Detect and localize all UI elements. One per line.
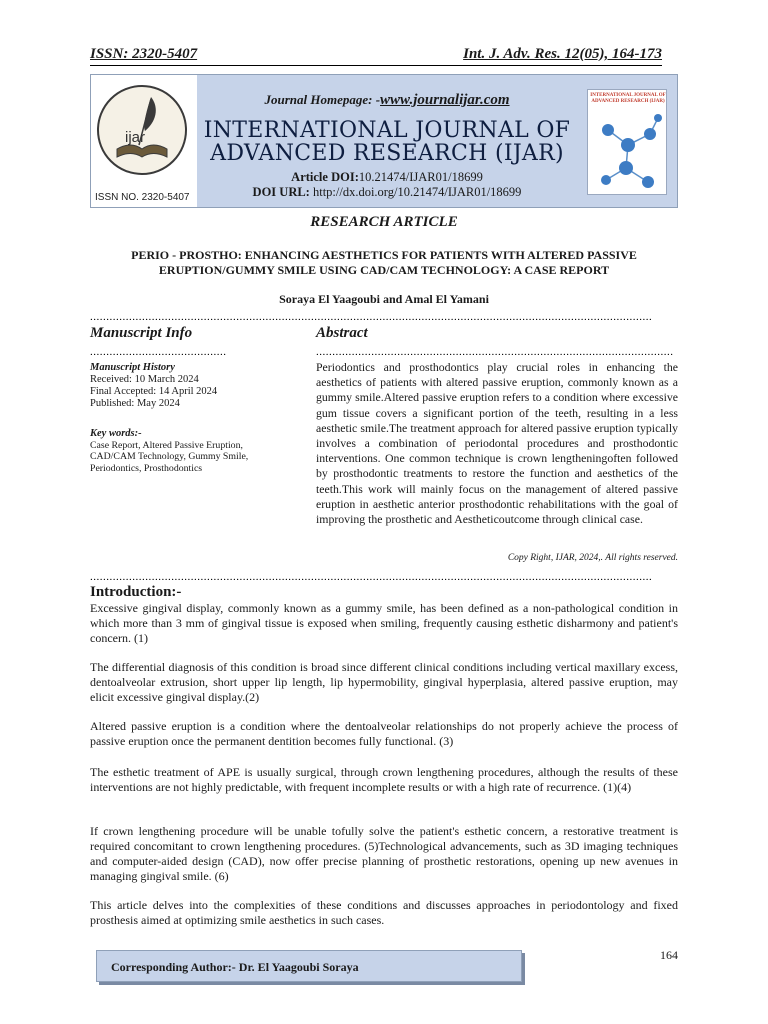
doi-value: 10.21474/IJAR01/18699 xyxy=(358,170,483,184)
journal-banner xyxy=(90,74,678,208)
keywords-line: Periodontics, Prosthodontics xyxy=(90,462,203,474)
keywords-label: Key words:- xyxy=(90,428,142,439)
manuscript-history xyxy=(90,362,270,410)
cover-heading: INTERNATIONAL JOURNAL OF ADVANCED RESEARCH (IJAR) xyxy=(590,93,666,104)
intro-paragraph: The differential diagnosis of this condition is broad since different clinical conditions including vertical maxillary excess, dentoalveolar extrusion, short upper lip length, lip hypermobility, gingival hyperplasia, altered passive eruption, may elicit excessive gingival display.(2) xyxy=(90,660,678,704)
keywords-block xyxy=(90,428,265,474)
journal-cover-image xyxy=(587,89,667,195)
intro-paragraph: Altered passive eruption is a condition where the dentoalveolar relationships do not properly achieve the process of passive eruption once the permanent dentition becomes fully functional. (3) xyxy=(90,719,678,748)
intro-paragraph: This article delves into the complexities of these conditions and discusses approaches in periodontology and fixed prosthesis aimed at optimizing smile aesthetics in such cases. xyxy=(90,898,678,927)
corresponding-author: Corresponding Author:- Dr. El Yaagoubi Soraya xyxy=(111,960,359,974)
journal-citation: Int. J. Adv. Res. 12(05), 164-173 xyxy=(463,46,662,62)
page-number: 164 xyxy=(660,948,678,962)
dotted-divider: ............................................................................................................................................................................. xyxy=(90,312,653,322)
accepted-date: Final Accepted: 14 April 2024 xyxy=(90,386,218,397)
issn-label: ISSN: 2320-5407 xyxy=(90,46,198,62)
dotted-divider: .......................................... xyxy=(90,347,227,357)
history-label: Manuscript History xyxy=(90,362,175,373)
article-type: RESEARCH ARTICLE xyxy=(310,214,458,230)
intro-paragraph: If crown lengthening procedure will be unable tofully solve the patient's esthetic concern, a restorative treatment is required concomitant to crown lengthening procedures. (5)Technological advancements, such as 3D imaging techniques and computer-aided design (CAD), now offer precise planning of prosthetic restorations, opening up new avenues in managing gingival smile. (6) xyxy=(90,824,678,883)
logo-panel xyxy=(91,75,197,207)
abstract-text: Periodontics and prosthodontics play crucial roles in enhancing the aesthetics of patients with altered passive eruption, commonly known as a gummy smile.Altered passive eruption refers to a condition where excessive gum tissue covers a significant portion of the teeth, resulting in a less aesthetic smile.The treatment approach for altered passive eruption typically involves a combination of periodontal procedures and prosthodontic interventions. One common technique is crown lengtheningoften followed by prosthodontic treatments to restore the function and aesthetics of the teeth.This work will mainly focus on the management of altered passive eruption in aesthetic anterior prosthodontic rehabilitations with the goal of improving the prosthetic and Aestheticoutcome through clinical case. xyxy=(316,360,678,527)
introduction-heading: Introduction:- xyxy=(90,584,182,600)
doi-label: Article DOI: xyxy=(291,170,359,184)
logo-text: ijar xyxy=(125,129,146,146)
running-header xyxy=(90,46,662,66)
article-title-line1: PERIO - PROSTHO: ENHANCING AESTHETICS FOR PATIENTS WITH ALTERED PASSIVE xyxy=(131,248,637,262)
doi-url-label: DOI URL: xyxy=(252,185,310,199)
logo-issn: ISSN NO. 2320-5407 xyxy=(95,192,190,203)
corresponding-author-box xyxy=(96,950,522,982)
published-date: Published: May 2024 xyxy=(90,398,180,409)
copyright-notice: Copy Right, IJAR, 2024,. All rights reserved. xyxy=(507,553,678,563)
author-list: Soraya El Yaagoubi and Amal El Yamani xyxy=(279,292,489,306)
journal-title xyxy=(197,119,577,165)
intro-paragraph: The esthetic treatment of APE is usually surgical, through crown lengthening procedures, although the results of these interventions are not highly predictable, with frequent incomplete results or with a high rate of recurrence. (1)(4) xyxy=(90,765,678,794)
molecule-icon xyxy=(588,90,667,195)
keywords-line: CAD/CAM Technology, Gummy Smile, xyxy=(90,451,249,462)
received-date: Received: 10 March 2024 xyxy=(90,374,199,385)
intro-paragraph: Excessive gingival display, commonly known as a gummy smile, has been defined as a non-pathological condition in which more than 3 mm of gingival tissue is exposed when smiling, frequently causing esthetic disharmony and patient's concern. (1) xyxy=(90,601,678,645)
journal-homepage xyxy=(197,92,577,109)
banner-title-panel xyxy=(197,75,577,207)
cover-panel xyxy=(577,75,677,207)
homepage-label: Journal Homepage: - xyxy=(264,92,381,107)
dotted-divider: ............................................................................................................................................................................. xyxy=(90,572,653,582)
dotted-divider: .............................................................................................................. xyxy=(316,347,674,357)
abstract-heading: Abstract xyxy=(316,325,368,341)
keywords-line: Case Report, Altered Passive Eruption, xyxy=(90,439,243,451)
journal-title-line2: ADVANCED RESEARCH (IJAR) xyxy=(210,141,564,166)
article-title-line2: ERUPTION/GUMMY SMILE USING CAD/CAM TECHNOLOGY: A CASE REPORT xyxy=(158,263,610,277)
doi-url-link[interactable]: http://dx.doi.org/10.21474/IJAR01/18699 xyxy=(312,185,522,199)
article-title xyxy=(100,248,668,278)
manuscript-info-heading: Manuscript Info xyxy=(90,325,193,341)
journal-logo xyxy=(97,85,187,175)
homepage-link[interactable]: www.journalijar.com xyxy=(380,92,510,108)
journal-title-line1: INTERNATIONAL JOURNAL OF xyxy=(203,118,571,143)
doi-block xyxy=(197,170,577,200)
